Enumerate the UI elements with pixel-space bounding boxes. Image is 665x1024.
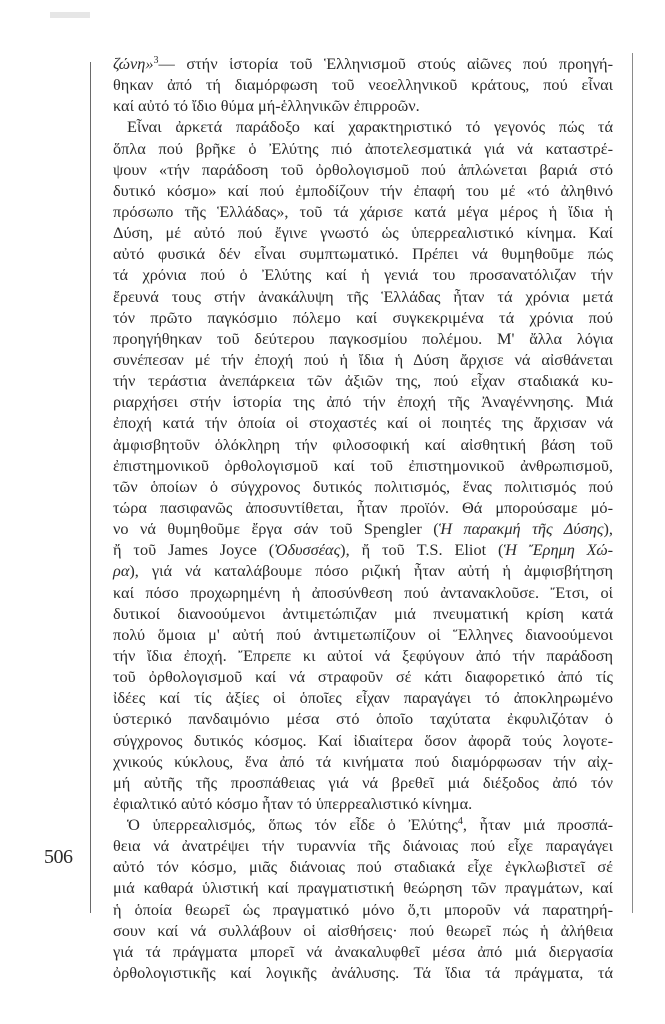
line-text: πρόσωπο τῆς Ἑλλάδας», τοῦ τά χάρισε κατά μέγα μέρος ἡ ἴδια ἡ [113, 201, 613, 221]
left-margin-rule [90, 62, 91, 913]
text-line [113, 307, 613, 328]
text-line [113, 539, 613, 560]
italic-title: Ἡ παρακμή τῆς Δύσης [438, 519, 604, 539]
text-line [113, 772, 613, 793]
line-text: χνικούς κύκλους, ἕνα ἀπό τά κινήματα πού διαμόρφωσαν τήν αἰχ- [113, 751, 613, 771]
line-text: Ὁ ὑπερρεαλισμός, ὅπως τόν εἶδε ὁ Ἐλύτης [127, 815, 458, 835]
line-text: — στήν ἱστορία τοῦ Ἑλληνισμοῦ στούς αἰῶνες πού προηγή- [158, 54, 613, 73]
text-line [113, 95, 613, 116]
line-text: σουν καί νά συλλάβουν οἱ αἰσθήσεις· πού θεωρεῖ πώς ἡ ἀλήθεια [113, 920, 613, 940]
text-line [113, 814, 613, 835]
line-text: θηκαν ἀπό τή διαμόρφωση τοῦ νεοελληνικοῦ κράτους, πού εἶναι [113, 75, 613, 95]
text-line [113, 518, 613, 539]
line-text: τόν πρῶτο παγκόσμιο πόλεμο καί συγκεκριμένα τά χρόνια πού [113, 307, 613, 327]
line-text: ἐφιαλτικό αὐτό κόσμο ἦταν τό ὑπερρεαλιστικό κίνημα. [113, 793, 473, 813]
text-line [113, 412, 613, 433]
text-line [113, 962, 613, 983]
text-line [113, 877, 613, 898]
line-text: θεια νά ἀνατρέψει τήν τυραννία τῆς διάνοιας πού εἶχε παραγάγει [113, 836, 613, 856]
text-line [113, 328, 613, 349]
line-text: δυτικό κόσμο» καί πού ἐμποδίζουν τήν ἐπαφή του μέ «τό ἀληθινό [113, 180, 613, 200]
italic-title: Ὀδυσσέας [274, 540, 341, 560]
line-text: ὀρθολογιστικῆς καί λογικῆς ἀνάλυσης. Τά ἴδια τά πράγματα, τά [113, 963, 613, 983]
line-text: ἰδέες καί τίς ἀξίες οἱ ὁποῖες εἶχαν παραγάγει τό ἀποκληρωμένο [113, 688, 613, 708]
line-text: τώρα πασιφανῶς ἀποσυντίθεται, ἦταν προϊόν. Θά μπορούσαμε μό- [113, 497, 613, 517]
text-line [113, 243, 613, 264]
italic-title: ρα [113, 561, 130, 581]
text-line [113, 497, 613, 518]
line-text: ἐποχή κατά τήν ὁποία οἱ στοχαστές καί οἱ ποιητές της ἄρχισαν νά [113, 413, 613, 433]
line-text: αὐτό φυσικά δέν εἶναι συμπτωματικό. Πρέπει νά θυμηθοῦμε πώς [113, 244, 613, 264]
line-text: Εἶναι ἀρκετά παράδοξο καί χαρακτηριστικό τό γεγονός πώς τά [127, 117, 613, 137]
text-line [113, 730, 613, 751]
text-line [113, 856, 613, 877]
line-text: καί αὐτό τό ἴδιο θύμα μή-ἑλληνικῶν ἐπιρροῶν. [113, 96, 420, 116]
text-line [113, 138, 613, 159]
line-text: ), γιά νά καταλάβουμε πόσο ριζική ἦταν αὐτή ἡ ἀμφισβήτηση [129, 561, 613, 581]
page-number: 506 [44, 846, 73, 868]
text-line [113, 370, 613, 391]
line-text: Δύση, μέ αὐτό πού ἔγινε γνωστό ὡς ὑπερρεαλιστικό κίνημα. Καί [113, 223, 613, 243]
text-line [113, 666, 613, 687]
line-text: γιά τά πράγματα μπορεῖ νά ἀνακαλυφθεῖ μέσα ἀπό μιά διεργασία [113, 941, 613, 961]
line-text: μιά καθαρά ὑλιστική καί πραγματιστική θεώρηση τῶν πραγμάτων, καί [113, 878, 613, 898]
line-text: καί πόσο προχωρημένη ἡ ἀποσύνθεση πού ἀντανακλοῦσε. Ἔτσι, οἱ [113, 582, 613, 602]
line-text: ὅπλα πού βρῆκε ὁ Ἐλύτης πιό ἀποτελεσματικά γιά νά καταστρέ- [113, 138, 613, 158]
line-text: ἤ τοῦ James Joyce ( [113, 540, 275, 560]
text-line [113, 624, 613, 645]
line-text: ὑστερικό πανδαιμόνιο μέσα στό ὁποῖο ταχύτατα ἐκφυλιζόταν ὁ [113, 709, 613, 729]
text-line [113, 159, 613, 180]
italic-title: Ἡ Ἔρημη Χώ- [503, 540, 613, 560]
line-text: μή αὐτῆς τῆς προσπάθειας γιά νά βρεθεῖ μιά διέξοδος ἀπό τόν [113, 772, 613, 792]
italic-title: ζώνη» [113, 54, 154, 73]
text-line [113, 201, 613, 222]
text-line [113, 751, 613, 772]
line-text: ἔρευνά τους στήν ἀνακάλυψη τῆς Ἑλλάδας ἦταν τά χρόνια μετά [113, 286, 613, 306]
text-line [113, 455, 613, 476]
line-text: τήν ἴδια ἐποχή. Ἔπρεπε κι αὐτοί νά ξεφύγουν ἀπό τήν παράδοση [113, 645, 613, 665]
line-text: τά χρόνια πού ὁ Ἐλύτης καί ἡ γενιά του προσανατόλιζαν τήν [113, 265, 613, 285]
line-text: ψουν «τήν παράδοση τοῦ ὀρθολογισμοῦ πού ἁπλώνεται βαριά στό [113, 159, 613, 179]
line-text: πολύ ὅμοια μ' αὐτή πού ἀντιμετωπίζουν οἱ Ἕλληνες διανοούμενοι [113, 624, 613, 644]
footnote-marker: 3 [153, 55, 159, 66]
line-text: τοῦ ὀρθολογισμοῦ καί νά στραφοῦν σέ κάτι διαφορετικό ἀπό τίς [113, 667, 613, 687]
text-line [113, 116, 613, 137]
text-line [113, 899, 613, 920]
line-text: αὐτό τόν κόσμο, μιᾶς διάνοιας πού σταδιακά εἶχε ἐγκλωβιστεῖ σέ [113, 857, 613, 877]
text-line [113, 920, 613, 941]
text-line [113, 835, 613, 856]
text-line [113, 286, 613, 307]
text-line [113, 222, 613, 243]
line-text: ριαρχήσει στήν ἱστορία της ἀπό τήν ἐποχή τῆς Ἀναγέννησης. Μιά [113, 392, 613, 412]
text-line [113, 941, 613, 962]
text-line [113, 434, 613, 455]
text-line [113, 560, 613, 581]
line-text: νο νά θυμηθοῦμε ἔργα σάν τοῦ Spengler ( [113, 519, 439, 539]
line-text: ), ἤ τοῦ T.S. Eliot ( [340, 540, 504, 560]
text-line [113, 476, 613, 497]
text-line [113, 645, 613, 666]
text-line [113, 603, 613, 624]
right-margin-rule [632, 53, 633, 913]
text-line [113, 349, 613, 370]
line-text: , ἦταν μιά προσπά- [462, 815, 613, 835]
footnote-marker: 4 [457, 816, 463, 828]
line-text: ἀμφισβητοῦν ὁλόκληρη τήν φιλοσοφική καί αἰσθητική βάση τοῦ [113, 434, 613, 454]
line-text: σύγχρονος δυτικός κόσμος. Καί ἰδιαίτερα ὅσον ἀφορᾶ τούς λογοτε- [113, 730, 613, 750]
text-line [113, 74, 613, 95]
text-line [113, 708, 613, 729]
text-line [113, 582, 613, 603]
text-line [113, 264, 613, 285]
text-line [113, 793, 613, 814]
text-line [113, 687, 613, 708]
text-line [113, 391, 613, 412]
line-text: συνέπεσαν μέ τήν ἐποχή πού ἡ ἴδια ἡ Δύση ἄρχισε νά αἰσθάνεται [113, 349, 613, 369]
text-line [113, 53, 613, 74]
line-text: ἐπιστημονικοῦ ὀρθολογισμοῦ καί τοῦ ἐπιστημονικοῦ ἀνθρωπισμοῦ, [113, 455, 613, 475]
line-text: ἡ ὁποία θεωρεῖ ὡς πραγματικό μόνο ὅ,τι μποροῦν νά παρατηρή- [113, 899, 613, 919]
line-text: ), [603, 519, 613, 539]
line-text: τήν τεράστια ἀνεπάρκεια τῶν ἀξιῶν της, πού εἶχαν σταδιακά κυ- [113, 371, 613, 391]
body-text [113, 53, 613, 983]
text-line [113, 180, 613, 201]
line-text: τῶν ὁποίων ὁ σύγχρονος δυτικός πολιτισμός, ἕνας πολιτισμός πού [113, 476, 613, 496]
line-text: προηγήθηκαν τοῦ δεύτερου παγκοσμίου πολέμου. Μ' ἄλλα λόγια [113, 328, 613, 348]
line-text: δυτικοί διανοούμενοι ἀντιμετώπιζαν μιά πνευματική κρίση κατά [113, 603, 613, 623]
scan-artifact [50, 12, 90, 18]
